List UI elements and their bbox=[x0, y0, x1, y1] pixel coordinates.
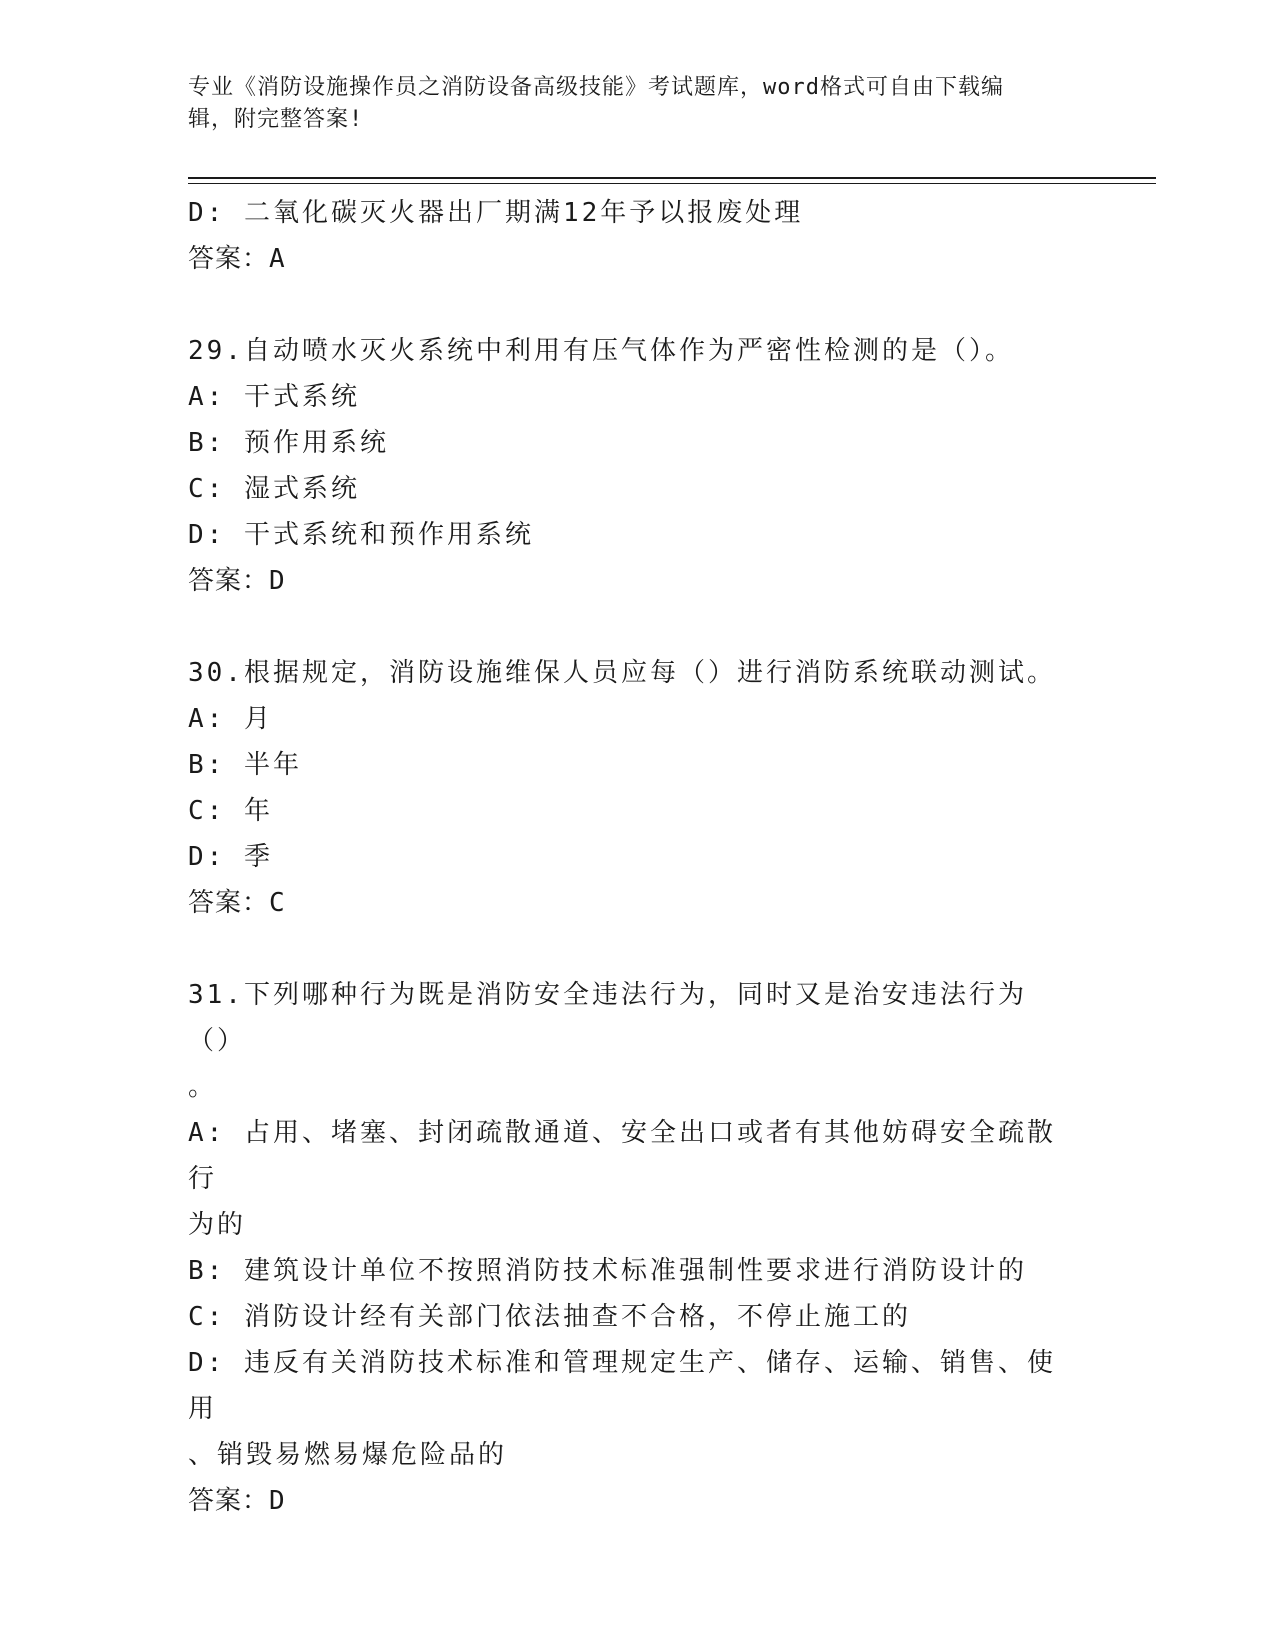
option-d: D: 季 bbox=[188, 842, 273, 872]
option-a: A: 占用、堵塞、封闭疏散通道、安全出口或者有其他妨碍安全疏散行 bbox=[188, 1118, 1056, 1194]
question-content bbox=[188, 190, 1068, 1524]
option-d: D: 二氧化碳灭火器出厂期满12年予以报废处理 bbox=[188, 198, 804, 228]
question-30 bbox=[188, 650, 1068, 926]
option-c: C: 消防设计经有关部门依法抽查不合格，不停止施工的 bbox=[188, 1302, 911, 1332]
option-b: B: 建筑设计单位不按照消防技术标准强制性要求进行消防设计的 bbox=[188, 1256, 1027, 1286]
question-29 bbox=[188, 328, 1068, 604]
answer-line: 答案：D bbox=[188, 566, 286, 596]
question-title: 29.自动喷水灭火系统中利用有压气体作为严密性检测的是（）。 bbox=[188, 336, 1014, 366]
answer-line: 答案：C bbox=[188, 888, 286, 918]
header-divider-thick bbox=[188, 177, 1156, 179]
option-d: D: 违反有关消防技术标准和管理规定生产、储存、运输、销售、使用 bbox=[188, 1348, 1056, 1424]
header-line-1: 专业《消防设施操作员之消防设备高级技能》考试题库，word格式可自由下载编 bbox=[188, 75, 1004, 100]
option-d: D: 干式系统和预作用系统 bbox=[188, 520, 534, 550]
option-c: C: 年 bbox=[188, 796, 273, 826]
spacer bbox=[188, 282, 1068, 328]
option-a: A: 月 bbox=[188, 704, 273, 734]
option-d-continued: 、销毁易燃易爆危险品的 bbox=[188, 1440, 508, 1470]
header-divider-thin bbox=[188, 183, 1156, 184]
option-a: A: 干式系统 bbox=[188, 382, 360, 412]
option-c: C: 湿式系统 bbox=[188, 474, 360, 504]
spacer bbox=[188, 604, 1068, 650]
document-header bbox=[188, 72, 1068, 136]
question-title: 31.下列哪种行为既是消防安全违法行为，同时又是治安违法行为（） bbox=[188, 980, 1027, 1056]
option-a-continued: 为的 bbox=[188, 1210, 247, 1240]
question-28-tail bbox=[188, 190, 1068, 282]
question-title-continued: 。 bbox=[188, 1072, 218, 1102]
header-line-2: 辑，附完整答案! bbox=[188, 107, 364, 132]
question-31 bbox=[188, 972, 1068, 1524]
option-b: B: 预作用系统 bbox=[188, 428, 389, 458]
question-title: 30.根据规定，消防设施维保人员应每（）进行消防系统联动测试。 bbox=[188, 658, 1056, 688]
option-b: B: 半年 bbox=[188, 750, 302, 780]
spacer bbox=[188, 926, 1068, 972]
answer-line: 答案：D bbox=[188, 1486, 286, 1516]
answer-line: 答案：A bbox=[188, 244, 286, 274]
